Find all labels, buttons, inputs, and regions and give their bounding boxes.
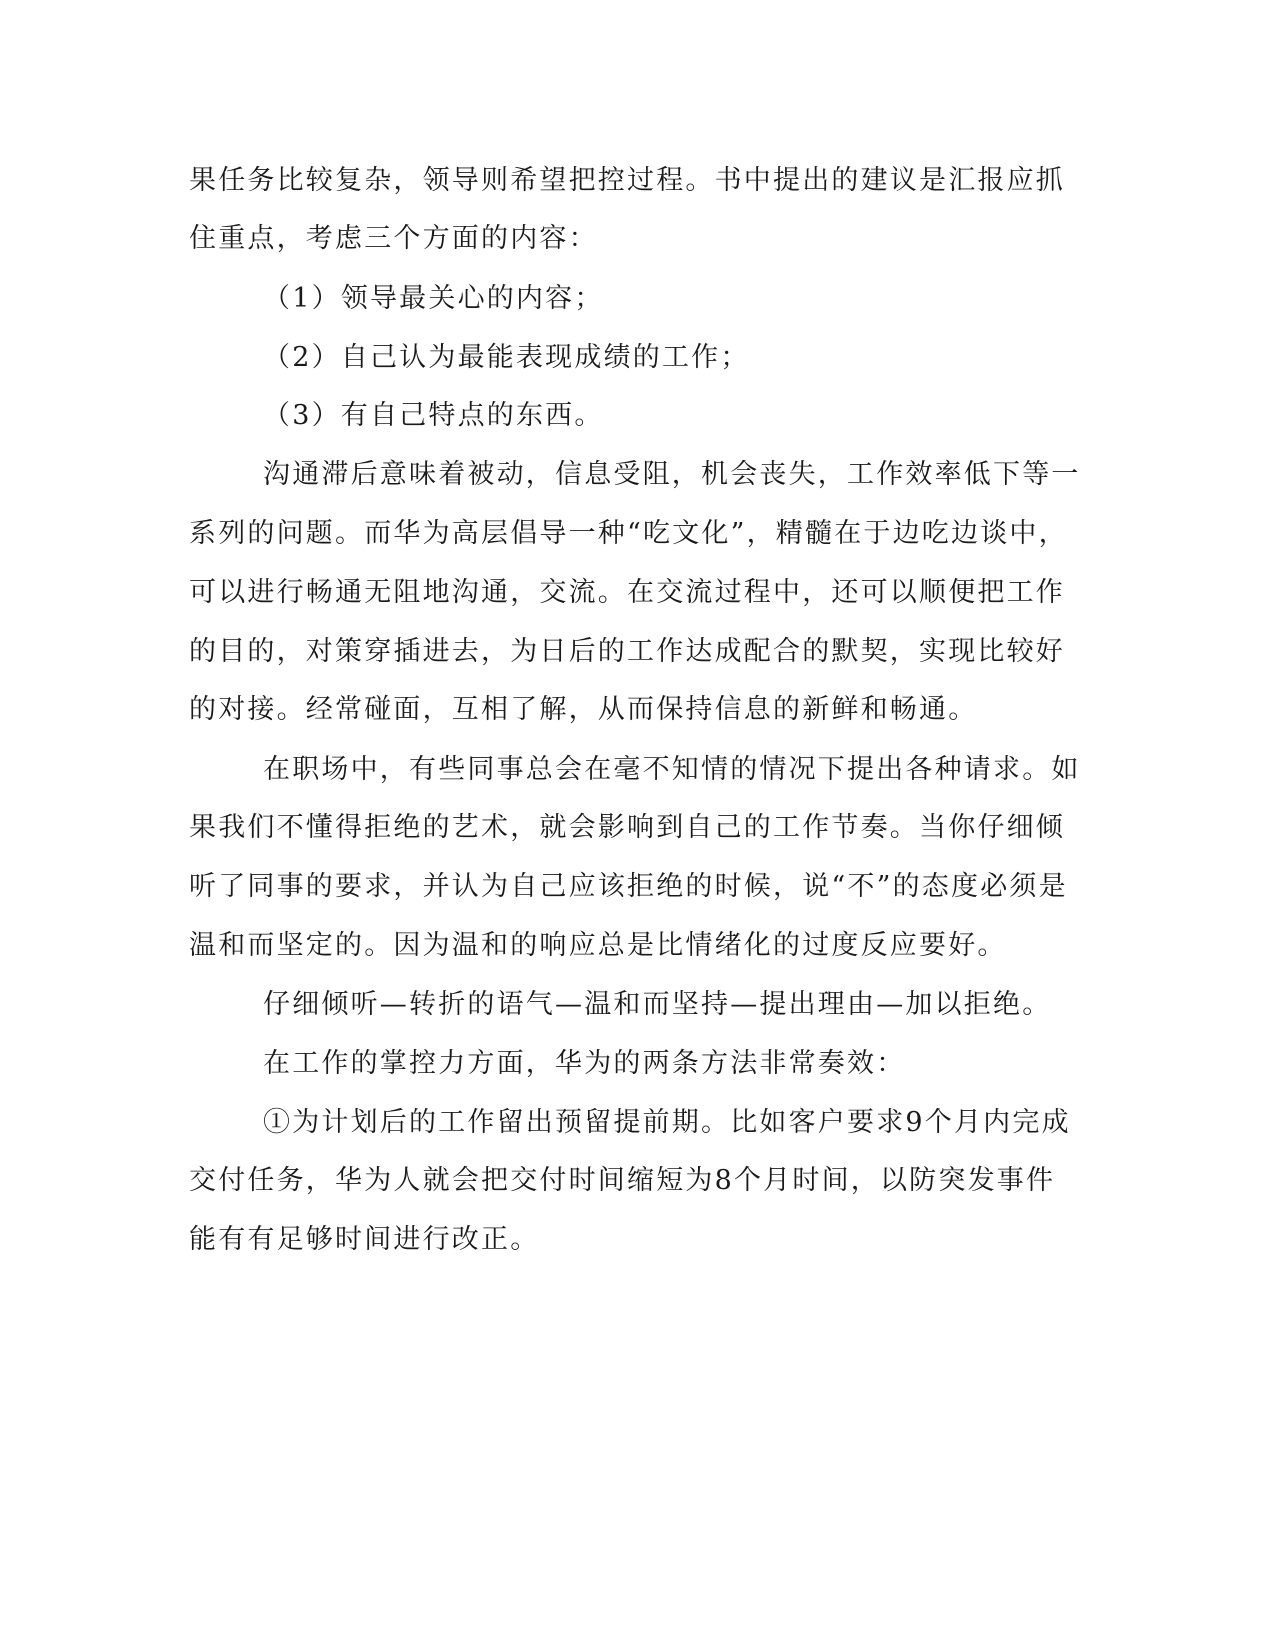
list-item: （2）自己认为最能表现成绩的工作；	[263, 342, 750, 373]
paragraph-start: 在工作的掌控力方面，华为的两条方法非常奏效：	[263, 1048, 906, 1079]
text-line: 住重点，考虑三个方面的内容：	[189, 223, 598, 254]
text-line: 可以进行畅通无阻地沟通，交流。在交流过程中，还可以顺便把工作	[189, 577, 1065, 608]
paragraph-start: 在职场中，有些同事总会在毫不知情的情况下提出各种请求。如	[263, 754, 1081, 785]
text-line: 听了同事的要求，并认为自己应该拒绝的时候，说“不”的态度必须是	[189, 871, 1068, 902]
paragraph-start: ①为计划后的工作留出预留提前期。比如客户要求9个月内完成	[263, 1107, 1071, 1138]
text-line: 的对接。经常碰面，互相了解，从而保持信息的新鲜和畅通。	[189, 694, 978, 725]
text-line: 的目的，对策穿插进去，为日后的工作达成配合的默契，实现比较好	[189, 636, 1065, 667]
paragraph-start: 沟通滞后意味着被动，信息受阻，机会丧失，工作效率低下等一	[263, 459, 1081, 490]
list-item: （3）有自己特点的东西。	[263, 400, 604, 431]
list-item: （1）领导最关心的内容；	[263, 283, 604, 314]
text-line: 温和而坚定的。因为温和的响应总是比情绪化的过度反应要好。	[189, 930, 1007, 961]
text-line: 系列的问题。而华为高层倡导一种“吃文化”，精髓在于边吃边谈中，	[189, 518, 1068, 549]
paragraph-start: 仔细倾听—转折的语气—温和而坚持—提出理由—加以拒绝。	[263, 989, 1052, 1020]
text-line: 能有有足够时间进行改正。	[189, 1224, 540, 1255]
text-line: 果我们不懂得拒绝的艺术，就会影响到自己的工作节奏。当你仔细倾	[189, 812, 1065, 843]
text-line: 果任务比较复杂，领导则希望把控过程。书中提出的建议是汇报应抓	[189, 165, 1065, 196]
text-line: 交付任务，华为人就会把交付时间缩短为8个月时间，以防突发事件	[189, 1165, 1056, 1196]
